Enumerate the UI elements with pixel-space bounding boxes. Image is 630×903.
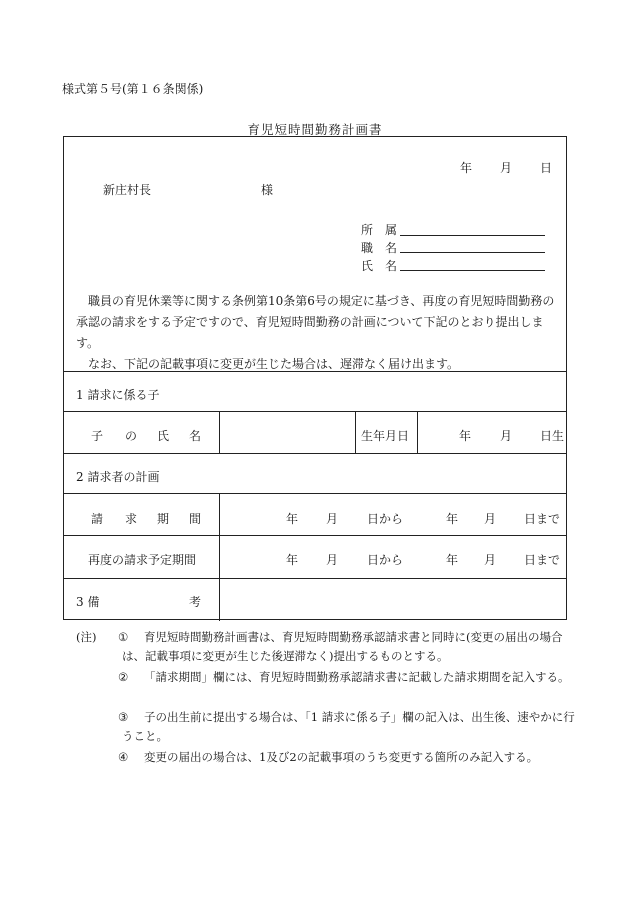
request-paragraph: 職員の育児休業等に関する条例第10条第6号の規定に基づき、再度の育児短時間勤務の承認の請求をする予定ですので、育児短時間勤務の計画について下記のとおり提出します。 [76,294,555,350]
planned-to-day: 日まで [524,553,561,567]
notes-prefix: (注) [76,630,97,644]
date-year: 年 [460,161,473,175]
column-divider [219,493,220,621]
name-line[interactable] [400,270,545,271]
period-from-day: 日から [367,512,404,526]
child-name-label-3: 氏 [157,429,170,443]
period-to-month: 月 [484,512,497,526]
note-3-mark: ③ [118,710,129,724]
form-frame [63,136,567,620]
divider [64,453,566,454]
divider [64,535,566,536]
planned-to-year: 年 [446,553,459,567]
divider [64,411,566,412]
date-month: 月 [500,161,513,175]
column-divider [219,411,220,453]
notice-paragraph: なお、下記の記載事項に変更が生じた場合は、遅滞なく届け出ます。 [88,357,460,371]
period-label-4: 間 [189,512,202,526]
document-title: 育児短時間勤務計画書 [247,122,383,137]
planned-from-day: 日から [367,553,404,567]
note-4-mark: ④ [118,750,129,764]
period-to-day: 日まで [524,512,561,526]
column-divider [417,411,418,453]
affiliation-label-b: 属 [385,223,398,237]
planned-from-year: 年 [286,553,299,567]
period-from-month: 月 [326,512,339,526]
form-number-label: 様式第５号(第１６条関係) [62,82,204,96]
divider [64,493,566,494]
note-1-text: 育児短時間勤務計画書は、育児短時間勤務承認請求書と同時に(変更の届出の場合は、記載事項に変更が生じた後遅滞なく)提出するものとする。 [122,630,563,663]
position-line[interactable] [400,252,545,253]
note-1-mark: ① [118,630,129,644]
planned-to-month: 月 [484,553,497,567]
column-divider [355,411,356,453]
section1-heading: 1 請求に係る子 [76,388,160,402]
divider [64,578,566,579]
note-4-text: 変更の届出の場合は、1及び2の記載事項のうち変更する箇所のみ記入する。 [144,750,539,764]
period-from-year: 年 [286,512,299,526]
birth-day: 日生 [540,429,565,443]
position-label-b: 名 [385,241,398,255]
planned-from-month: 月 [326,553,339,567]
child-name-label-4: 名 [189,429,202,443]
period-label-3: 期 [157,512,170,526]
child-name-field[interactable] [221,413,353,451]
name-label-a: 氏 [361,259,374,273]
period-label-1: 請 [91,512,104,526]
birthdate-label: 生年月日 [361,429,410,443]
addressee-honorific: 様 [261,183,274,197]
affiliation-label-a: 所 [361,223,374,237]
period-label-2: 求 [125,512,138,526]
period-to-year: 年 [446,512,459,526]
affiliation-line[interactable] [400,235,545,236]
date-day: 日 [540,161,553,175]
note-2-mark: ② [118,670,129,684]
remarks-label-a: 3 備 [76,595,100,609]
divider [64,371,566,372]
request-statement [76,291,566,375]
child-name-label-1: 子 [91,429,104,443]
remarks-field[interactable] [221,580,566,619]
position-label-a: 職 [361,241,374,255]
note-2-text: 「請求期間」欄には、育児短時間勤務承認請求書に記載した請求期間を記入する。 [144,670,570,684]
child-name-label-2: の [125,429,138,443]
birth-month: 月 [500,429,513,443]
birth-year: 年 [459,429,472,443]
planned-period-label: 再度の請求予定期間 [88,553,197,567]
note-3-text: 子の出生前に提出する場合は、「1 請求に係る子」欄の記入は、出生後、速やかに行うこと。 [122,710,575,743]
section2-heading: 2 請求者の計画 [76,470,160,484]
addressee-name: 新庄村長 [103,183,152,197]
remarks-label-b: 考 [189,595,202,609]
name-label-b: 名 [385,259,398,273]
